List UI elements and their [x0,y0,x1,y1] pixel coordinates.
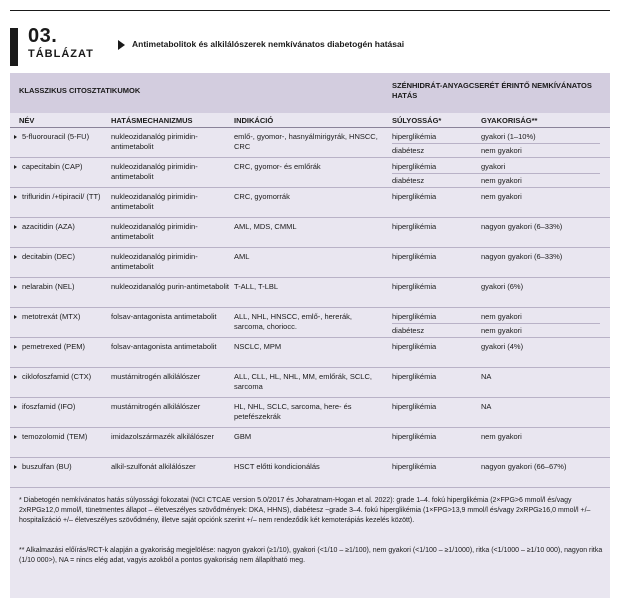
drug-name: decitabin (DEC) [22,252,75,261]
mechanism-cell: nukleozidanalóg pirimidin-antimetabolit [111,192,198,211]
table-row [10,458,610,488]
frequency-cell: NA [481,402,492,411]
table-row [10,428,610,458]
frequency-cell: nem gyakori [481,146,522,155]
bullet-arrow-icon [14,345,17,349]
sub-row-divider [392,323,600,324]
table-row [10,188,610,218]
indication-cell: emlő-, gyomor-, hasnyálmirigyrák, HNSCC, CRC [234,132,378,151]
severity-cell: hiperglikémia [392,162,437,171]
mechanism-cell: mustárnitrogén alkilálószer [111,372,201,381]
frequency-cell: nem gyakori [481,326,522,335]
severity-cell: hiperglikémia [392,312,437,321]
drug-name: pemetrexed (PEM) [22,342,85,351]
table-title: Antimetabolitok és alkilálószerek nemkívánatos diabetogén hatásai [132,39,405,49]
table-panel [10,73,610,598]
table-row [10,338,610,368]
indication-cell: HSCT előtti kondicionálás [234,462,320,471]
table-header [10,26,610,66]
mechanism-cell: nukleozidanalóg pirimidin-antimetabolit [111,252,198,271]
table-label: TÁBLÁZAT [28,48,94,60]
drug-name: temozolomid (TEM) [22,432,88,441]
table-row [10,248,610,278]
severity-cell: hiperglikémia [392,372,437,381]
bullet-arrow-icon [14,225,17,229]
col-indication: INDIKÁCIÓ [234,116,274,125]
mechanism-cell: folsav-antagonista antimetabolit [111,312,217,321]
drug-name: ciklofoszfamid (CTX) [22,372,92,381]
severity-cell: hiperglikémia [392,432,437,441]
indication-cell: GBM [234,432,252,441]
frequency-cell: nagyon gyakori (6–33%) [481,252,563,261]
severity-cell: hiperglikémia [392,192,437,201]
frequency-cell: nagyon gyakori (6–33%) [481,222,563,231]
table-row [10,308,610,338]
col-severity: SÚLYOSSÁG* [392,116,442,125]
bullet-arrow-icon [14,135,17,139]
top-rule [10,10,610,11]
header-bar [10,28,18,66]
frequency-cell: nem gyakori [481,176,522,185]
drug-name: buszulfan (BU) [22,462,72,471]
frequency-cell: nem gyakori [481,192,522,201]
frequency-cell: NA [481,372,492,381]
arrow-right-icon [118,40,125,50]
drug-name: 5-fluorouracil (5-FU) [22,132,90,141]
severity-cell: hiperglikémia [392,252,437,261]
table-row [10,368,610,398]
sub-row-divider [392,143,600,144]
mechanism-cell: alkil-szulfonát alkilálószer [111,462,196,471]
drug-name: ifoszfamid (IFO) [22,402,76,411]
footnote-severity: * Diabetogén nemkívánatos hatás súlyossági fokozatai (NCI CTCAE version 5.0/2017 és Joharatnam-Hogan et al. 2022): grade 1–4. fokú hiperglikémia (2×FPG>6 mmol/l és/vagy 2xRPG≥12,0 mmol/l, tünetmentes állapot – életveszélyes szövődmények: DKA, HHNS), diabétesz ~grade 3–4. fokú hiperglikémia (1×FPG>13,9 mmol/l és/vagy 2xRPG≥16,0 mmol/l +/– hospitalizáció +/– életveszélyes szövődmény, illetve saját opciónk szerint +/– nem rendeződik két kemoterápiás kezelés között). [19,497,591,524]
column-header [10,113,610,127]
drug-name: azacitidin (AZA) [22,222,75,231]
bullet-arrow-icon [14,405,17,409]
severity-cell: hiperglikémia [392,462,437,471]
sub-row-divider [392,173,600,174]
table-row [10,128,610,158]
severity-cell: hiperglikémia [392,222,437,231]
severity-cell: hiperglikémia [392,132,437,141]
bullet-arrow-icon [14,315,17,319]
group-left-label: KLASSZIKUS CITOSZTATIKUMOK [19,86,141,95]
mechanism-cell: imidazolszármazék alkilálószer [111,432,214,441]
frequency-cell: nem gyakori [481,432,522,441]
mechanism-cell: nukleozidanalóg pirimidin-antimetabolit [111,132,198,151]
table-row [10,158,610,188]
indication-cell: NSCLC, MPM [234,342,282,351]
col-frequency: GYAKORISÁG** [481,116,538,125]
frequency-cell: gyakori [481,162,506,171]
mechanism-cell: folsav-antagonista antimetabolit [111,342,217,351]
col-mechanism: HATÁSMECHANIZMUS [111,116,193,125]
drug-name: trifluridin /+tipiracil/ (TT) [22,192,101,201]
frequency-cell: nagyon gyakori (66–67%) [481,462,567,471]
severity-cell: diabétesz [392,146,425,155]
row-divider [10,487,610,488]
table-row [10,218,610,248]
frequency-cell: gyakori (6%) [481,282,524,291]
bullet-arrow-icon [14,435,17,439]
indication-cell: CRC, gyomor- és emlőrák [234,162,321,171]
footnote-frequency: ** Alkalmazási előírás/RCT-k alapján a gyakoriság megjelölése: nagyon gyakori (≥1/10), gyakori (<1/10 – ≥1/100), nem gyakori (<1/100 – ≥1/1000), ritka (<1/1000 – ≥1/10 000), nagyon ritka (1/10 000>), NA = nincs elég adat, vagyis azokból a pontos gyakoriság nem állapítható meg. [19,547,603,564]
frequency-cell: gyakori (4%) [481,342,524,351]
bullet-arrow-icon [14,285,17,289]
severity-cell: diabétesz [392,326,425,335]
indication-cell: ALL, CLL, HL, NHL, MM, emlőrák, SCLC, sarcoma [234,372,372,391]
bullet-arrow-icon [14,255,17,259]
mechanism-cell: nukleozidanalóg pirimidin-antimetabolit [111,222,198,241]
group-header [10,73,610,113]
drug-name: nelarabin (NEL) [22,282,75,291]
bullet-arrow-icon [14,375,17,379]
severity-cell: diabétesz [392,176,425,185]
indication-cell: AML, MDS, CMML [234,222,297,231]
frequency-cell: gyakori (1–10%) [481,132,536,141]
drug-name: capecitabin (CAP) [22,162,83,171]
col-name: NÉV [19,116,35,125]
frequency-cell: nem gyakori [481,312,522,321]
severity-cell: hiperglikémia [392,402,437,411]
table-number: 03. [28,25,58,47]
indication-cell: CRC, gyomorrák [234,192,290,201]
indication-cell: ALL, NHL, HNSCC, emlő-, hererák, sarcoma, chorioсс. [234,312,352,331]
mechanism-cell: nukleozidanalóg purin-antimetabolit [111,282,229,291]
bullet-arrow-icon [14,195,17,199]
severity-cell: hiperglikémia [392,282,437,291]
mechanism-cell: nukleozidanalóg pirimidin-antimetabolit [111,162,198,181]
indication-cell: T-ALL, T-LBL [234,282,279,291]
severity-cell: hiperglikémia [392,342,437,351]
drug-name: metotrexát (MTX) [22,312,81,321]
mechanism-cell: mustárnitrogén alkilálószer [111,402,201,411]
bullet-arrow-icon [14,165,17,169]
indication-cell: HL, NHL, SCLC, sarcoma, here- és petefészekrák [234,402,352,421]
table-row [10,398,610,428]
indication-cell: AML [234,252,250,261]
bullet-arrow-icon [14,465,17,469]
group-right-label: SZÉNHIDRÁT-ANYAGCSERÉT ÉRINTŐ NEMKÍVÁNATOS HATÁS [392,81,592,100]
table-row [10,278,610,308]
